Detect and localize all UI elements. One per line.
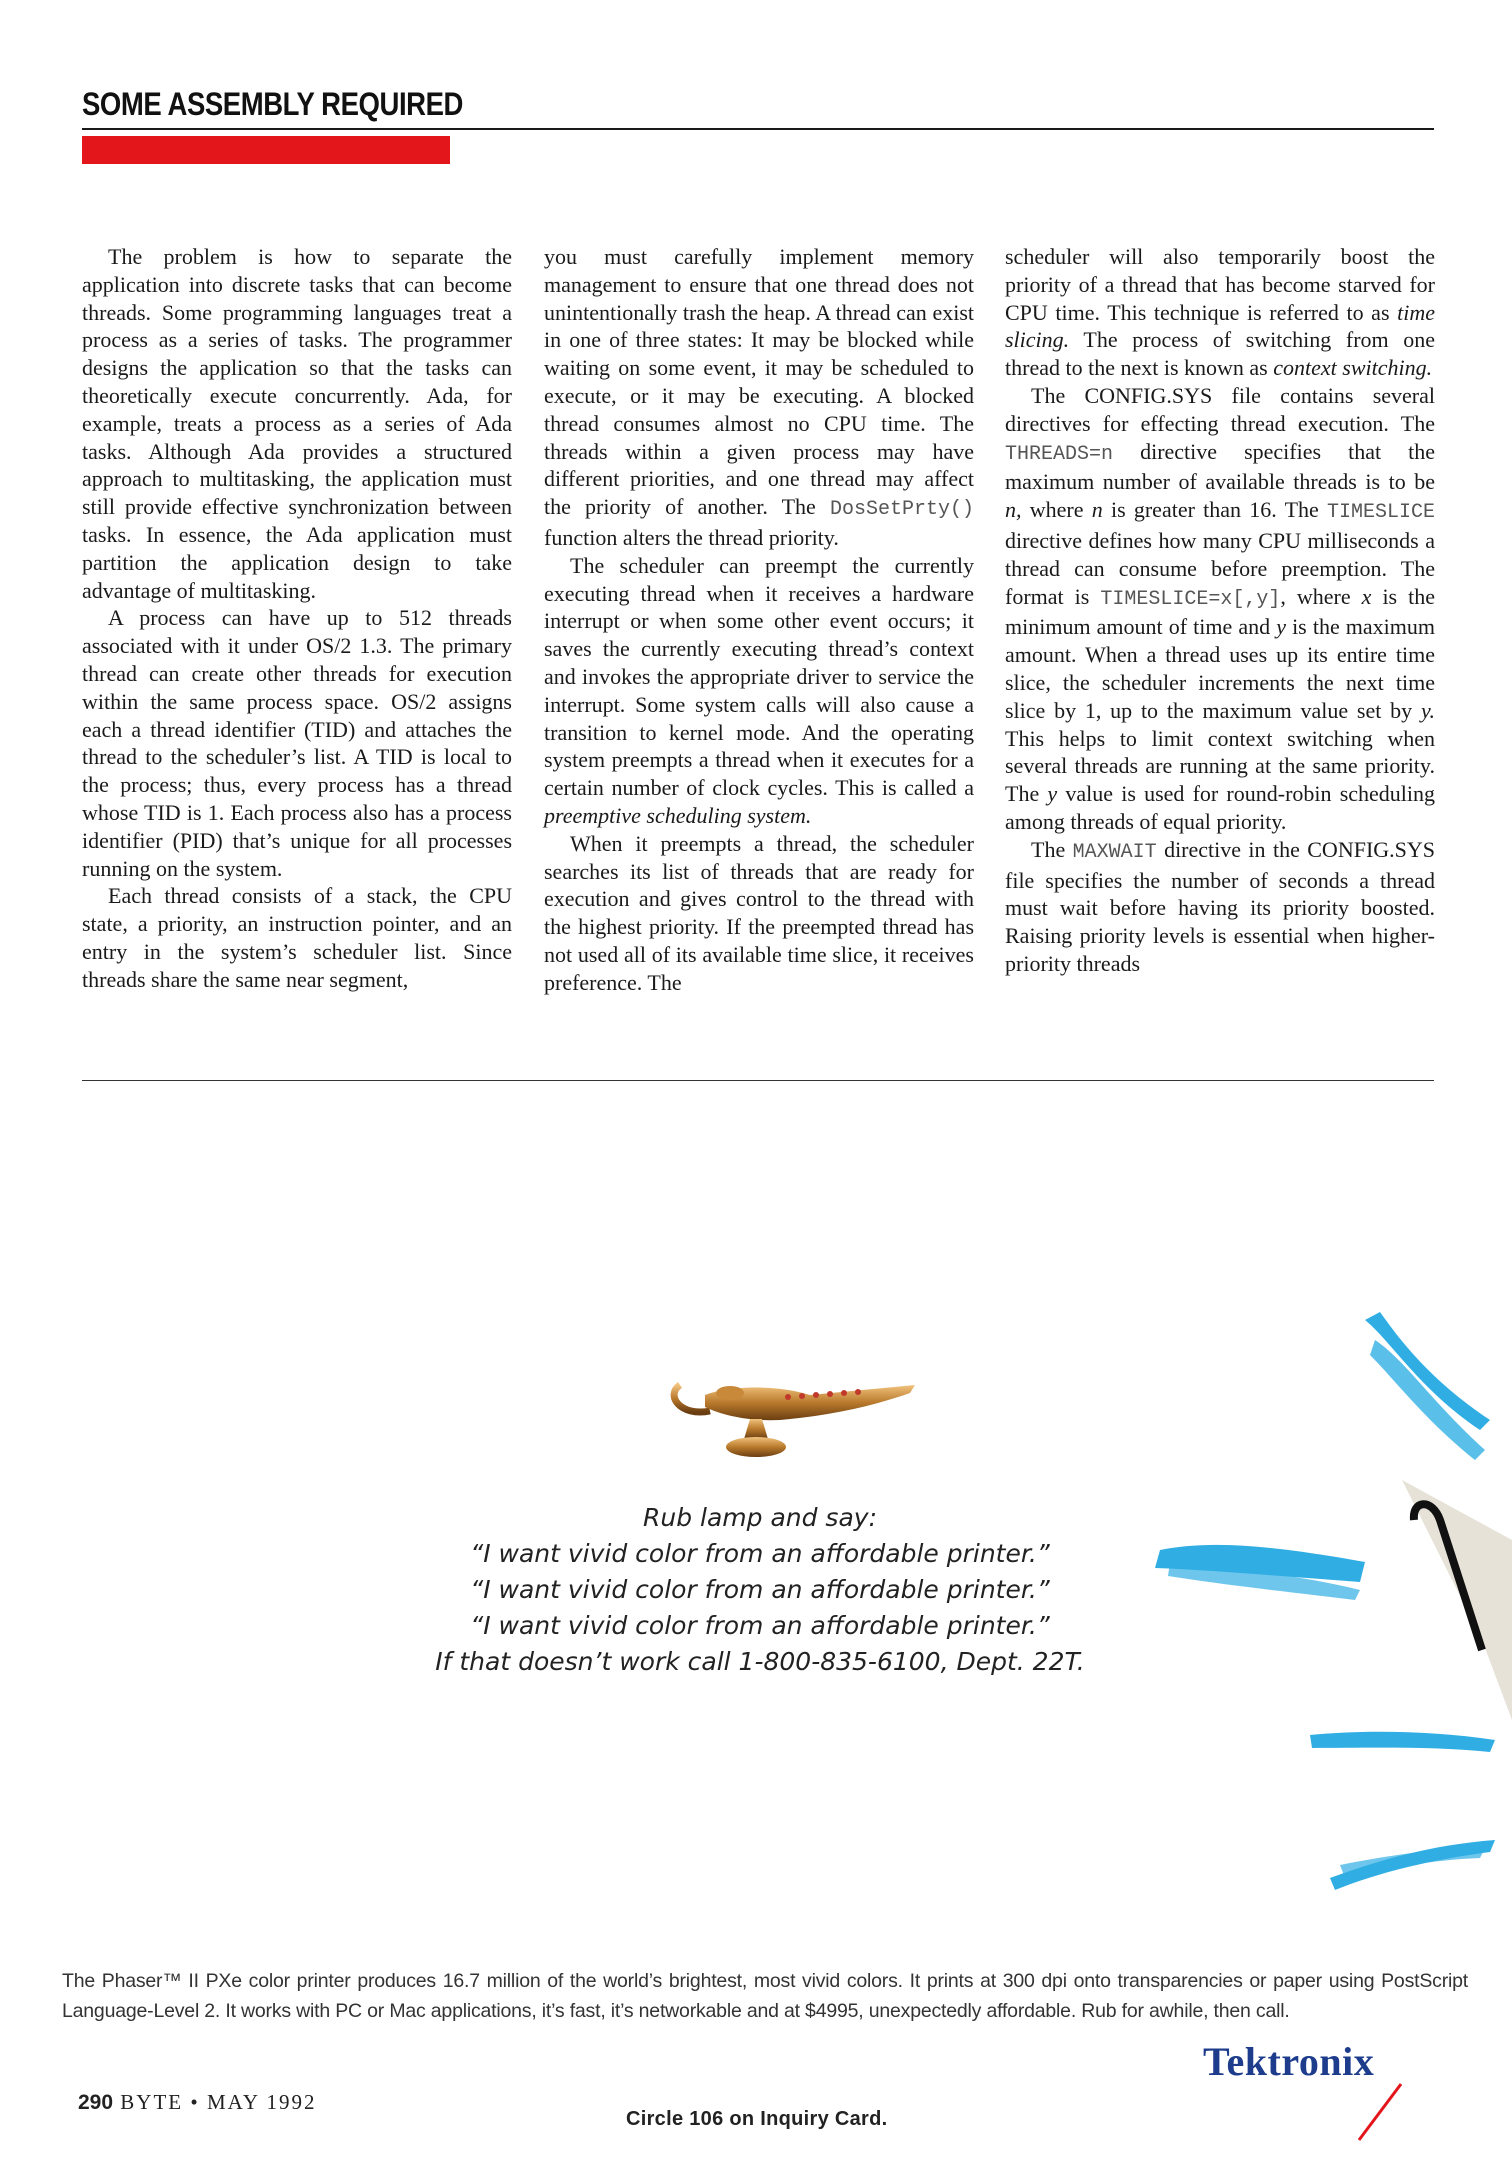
code-function: DosSetPrty() bbox=[829, 498, 974, 522]
paragraph: The problem is how to separate the application into discrete tasks that can become threads. Some programming languages treat a process as a series of tasks. The programmer designs the application so that the tasks can theoretically execute concurrently. Ada, for example, treats a process as a series of Ada tasks. Although Ada provides a structured approach to multitasking, the application must still provide effective synchronization between tasks. In essence, the Ada application must partition the application design to take advantage of multitasking. bbox=[82, 244, 512, 603]
paragraph bbox=[544, 552, 974, 830]
text: where bbox=[1029, 497, 1084, 523]
article-column-2 bbox=[544, 243, 974, 997]
paragraph bbox=[1005, 836, 1435, 978]
footer-separator: • bbox=[190, 2090, 200, 2114]
paragraph bbox=[1005, 243, 1435, 382]
header-accent-bar bbox=[82, 136, 450, 164]
header-rule bbox=[82, 128, 1434, 130]
logo-slash-mark bbox=[1355, 2082, 1405, 2142]
text: directive in the CONFIG.SYS file specifies the number of seconds a thread must wait before having its priority boosted. Raising priority levels is essential when higher-priority threads bbox=[1005, 836, 1436, 976]
var: y. bbox=[1420, 697, 1436, 723]
paragraph bbox=[1005, 382, 1435, 836]
var: y bbox=[1047, 781, 1058, 807]
section-header: SOME ASSEMBLY REQUIRED bbox=[82, 86, 463, 122]
code-directive: TIMESLICE=x[,y] bbox=[1100, 587, 1281, 611]
ad-line-phone: If that doesn’t work call 1-800-835-6100, Dept. 22T. bbox=[435, 1647, 1085, 1676]
term: time slicing. bbox=[1005, 299, 1436, 353]
text: directive specifies that the maximum number of available threads is to be bbox=[1005, 438, 1435, 495]
magic-lamp-illustration bbox=[670, 1355, 920, 1465]
term: context switching. bbox=[1273, 355, 1433, 381]
text: This helps to limit context switching when several threads are running at the same priority. The bbox=[1005, 725, 1435, 807]
text: is greater than 16. The bbox=[1110, 497, 1319, 523]
page-number: 290 bbox=[78, 2091, 114, 2114]
ad-line: “I want vivid color from an affordable printer.” bbox=[470, 1611, 1050, 1640]
text: scheduler will also temporarily boost the priority of a thread that has become starved for CPU time. This technique is referred to as bbox=[1005, 244, 1435, 325]
text: is the minimum amount of time and bbox=[1005, 583, 1435, 640]
text: directive defines how many CPU milliseconds a thread can consume before preemption. The format is bbox=[1005, 527, 1435, 609]
inquiry-card-note: Circle 106 on Inquiry Card. bbox=[626, 2108, 888, 2130]
divider-rule bbox=[82, 1080, 1434, 1081]
ad-line: “I want vivid color from an affordable printer.” bbox=[470, 1575, 1050, 1604]
code-directive: MAXWAIT bbox=[1072, 840, 1157, 864]
code-directive: TIMESLICE bbox=[1327, 501, 1436, 525]
text: The CONFIG.SYS file contains several directives for effecting thread execution. The bbox=[1005, 382, 1435, 436]
text: value is used for round-robin scheduling among threads of equal priority. bbox=[1005, 781, 1436, 834]
text: you must carefully implement memory management to ensure that one thread does not unintentionally trash the heap. A thread can exist in one of three states: It may be blocked while waiting on some event, it may be scheduled to execute, or it may be executing. A blocked thread consumes almost no CPU time. The threads within a given process may have different priorities, and one thread may affect the priority of another. The bbox=[544, 244, 974, 520]
var: n bbox=[1091, 497, 1103, 523]
paragraph bbox=[544, 243, 974, 552]
tektronix-logo: Tektronix bbox=[1203, 2039, 1375, 2084]
ad-copy bbox=[300, 1500, 1220, 1680]
paragraph: When it preempts a thread, the scheduler searches its list of threads that are ready for execution and gives control to the thread with the highest priority. If the preempted thread has not used all of its available time slice, it receives preference. The bbox=[544, 830, 974, 995]
text: The process of switching from one thread to the next is known as bbox=[1005, 327, 1435, 381]
text: is the maximum amount. When a thread uses up its entire time slice, the scheduler increments the next time slice by 1, up to the maximum value set by bbox=[1005, 614, 1436, 723]
magazine-name: BYTE bbox=[120, 2090, 184, 2114]
text: The bbox=[1031, 836, 1066, 862]
paragraph: A process can have up to 512 threads associated with it under OS/2 1.3. The primary thread can create other threads for execution within the same process space. OS/2 assigns each a thread identifier (TID) and attaches the thread to the scheduler’s list. A TID is local to the process; thus, every process has a thread whose TID is 1. Each process also has a process identifier (PID) that’s unique for all processes running on the system. bbox=[82, 605, 512, 881]
printer-paper-tray bbox=[1392, 1480, 1512, 1720]
code-directive: THREADS=n bbox=[1005, 442, 1114, 466]
var: n, bbox=[1005, 497, 1022, 523]
ad-line: “I want vivid color from an affordable printer.” bbox=[470, 1539, 1050, 1568]
page-footer bbox=[78, 2090, 317, 2115]
article-column-3 bbox=[1005, 243, 1435, 978]
paragraph: Each thread consists of a stack, the CPU state, a priority, an instruction pointer, and an entry in the system’s scheduler list. Since threads share the same near segment, bbox=[82, 883, 512, 992]
var: y bbox=[1276, 614, 1286, 640]
text: The scheduler can preempt the currently executing thread when it receives a hardware interrupt or when some other event occurs; it saves the currently executing thread’s context and invokes the appropriate driver to service the interrupt. Some system calls will also cause a transition to kernel mode. And the operating system preempts a thread when it executes for a certain number of clock cycles. This is called a bbox=[544, 552, 974, 801]
product-description: The Phaser™ II PXe color printer produces 16.7 million of the world’s brightest, most vivid colors. It prints at 300 dpi onto transparencies or paper using PostScript Language-Level 2. It works with PC or Mac applications, it’s fast, it’s networkable and at $4995, unexpectedly affordable. Rub for awhile, then call. bbox=[62, 1970, 1468, 2022]
article-column-1 bbox=[82, 243, 512, 994]
term: preemptive scheduling system. bbox=[544, 802, 812, 828]
var: x bbox=[1361, 583, 1372, 609]
ad-line: Rub lamp and say: bbox=[642, 1503, 877, 1532]
text: , where bbox=[1280, 583, 1351, 609]
issue-date: MAY 1992 bbox=[206, 2090, 317, 2114]
text: function alters the thread priority. bbox=[544, 524, 839, 550]
